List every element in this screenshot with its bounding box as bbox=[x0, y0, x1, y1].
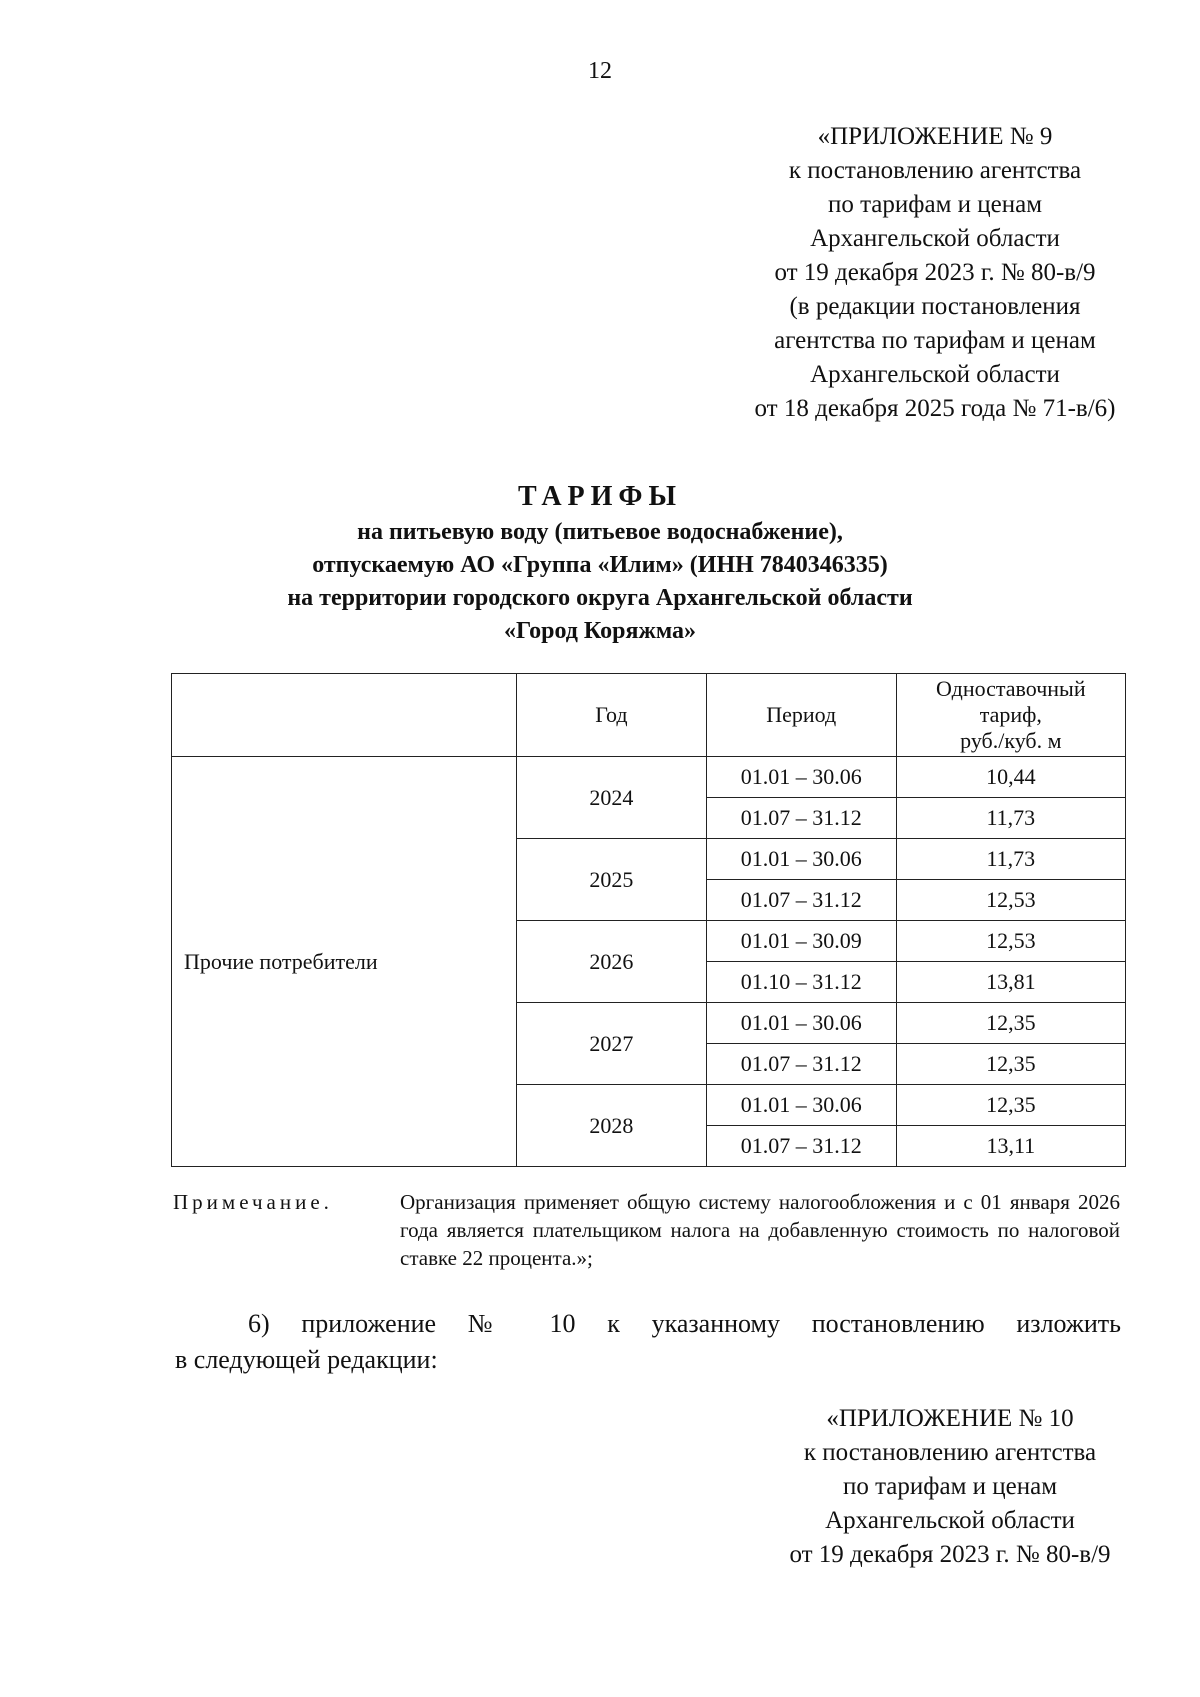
tariff-cell: 11,73 bbox=[896, 839, 1125, 880]
tariff-cell: 12,53 bbox=[896, 880, 1125, 921]
page-number: 12 bbox=[588, 58, 612, 84]
tariff-cell: 11,73 bbox=[896, 798, 1125, 839]
tariff-cell: 12,35 bbox=[896, 1044, 1125, 1085]
appendix-9-line: (в редакции постановления bbox=[789, 293, 1081, 320]
header-year: Год bbox=[517, 674, 707, 757]
appendix-10-header bbox=[740, 1402, 1160, 1572]
period-cell: 01.07 – 31.12 bbox=[706, 880, 896, 921]
appendix-10-line: Архангельской области bbox=[825, 1507, 1075, 1534]
period-cell: 01.07 – 31.12 bbox=[706, 798, 896, 839]
tariff-cell: 10,44 bbox=[896, 757, 1125, 798]
tariff-cell: 13,11 bbox=[896, 1126, 1125, 1167]
period-cell: 01.01 – 30.06 bbox=[706, 839, 896, 880]
year-cell: 2024 bbox=[517, 757, 707, 839]
appendix-9-line: агентства по тарифам и ценам bbox=[774, 327, 1096, 354]
year-cell: 2027 bbox=[517, 1003, 707, 1085]
header-period: Период bbox=[706, 674, 896, 757]
period-cell: 01.10 – 31.12 bbox=[706, 962, 896, 1003]
tariff-cell: 12,35 bbox=[896, 1085, 1125, 1126]
appendix-9-line: Архангельской области bbox=[810, 225, 1060, 252]
title-line: «Город Коряжма» bbox=[503, 618, 697, 644]
title-main: ТАРИФЫ bbox=[518, 481, 682, 512]
header-tariff-line: Одноставочный bbox=[936, 676, 1086, 701]
title-line: на территории городского округа Архангельской области bbox=[287, 585, 913, 611]
year-cell: 2028 bbox=[517, 1085, 707, 1167]
period-cell: 01.01 – 30.06 bbox=[706, 1085, 896, 1126]
year-cell: 2025 bbox=[517, 839, 707, 921]
appendix-10-line: «ПРИЛОЖЕНИЕ № 10 bbox=[826, 1405, 1074, 1432]
appendix-9-header bbox=[735, 120, 1135, 426]
amendment-line: 6) приложение № 10 к указанному постановлению изложить bbox=[248, 1309, 1121, 1338]
period-cell: 01.01 – 30.06 bbox=[706, 1003, 896, 1044]
tariff-cell: 12,35 bbox=[896, 1003, 1125, 1044]
table-row bbox=[172, 757, 1126, 798]
period-cell: 01.01 – 30.06 bbox=[706, 757, 896, 798]
title-line: отпускаемую АО «Группа «Илим» (ИНН 7840346335) bbox=[312, 552, 888, 578]
table-header-row bbox=[172, 674, 1126, 757]
period-cell: 01.07 – 31.12 bbox=[706, 1126, 896, 1167]
header-consumer bbox=[172, 674, 517, 757]
header-tariff-line: тариф, bbox=[979, 702, 1042, 727]
title-line: на питьевую воду (питьевое водоснабжение), bbox=[357, 519, 843, 545]
amendment-item bbox=[175, 1306, 1121, 1378]
appendix-9-line: к постановлению агентства bbox=[788, 157, 1082, 184]
period-cell: 01.01 – 30.09 bbox=[706, 921, 896, 962]
note-label: Примечание. bbox=[173, 1190, 333, 1214]
consumer-cell: Прочие потребители bbox=[172, 757, 517, 1167]
appendix-9-line: по тарифам и ценам bbox=[827, 191, 1043, 218]
note-text: Организация применяет общую систему налогообложения и с 01 января 2026 года является плательщиком налога на добавленную стоимость по налоговой ставке 22 процента.»; bbox=[400, 1190, 1120, 1270]
tariff-table bbox=[171, 673, 1126, 1167]
appendix-9-line: Архангельской области bbox=[810, 361, 1060, 388]
amendment-line: в следующей редакции: bbox=[175, 1345, 438, 1374]
appendix-10-line: к постановлению агентства bbox=[803, 1439, 1097, 1466]
tariff-cell: 13,81 bbox=[896, 962, 1125, 1003]
appendix-9-line: «ПРИЛОЖЕНИЕ № 9 bbox=[817, 123, 1053, 150]
period-cell: 01.07 – 31.12 bbox=[706, 1044, 896, 1085]
appendix-9-line: от 19 декабря 2023 г. № 80-в/9 bbox=[774, 259, 1096, 286]
tariff-cell: 12,53 bbox=[896, 921, 1125, 962]
year-cell: 2026 bbox=[517, 921, 707, 1003]
appendix-10-line: по тарифам и ценам bbox=[842, 1473, 1058, 1500]
header-tariff bbox=[896, 674, 1125, 757]
appendix-10-line: от 19 декабря 2023 г. № 80-в/9 bbox=[789, 1541, 1111, 1568]
appendix-9-line: от 18 декабря 2025 года № 71-в/6) bbox=[754, 395, 1116, 422]
header-tariff-line: руб./куб. м bbox=[960, 728, 1062, 753]
document-title bbox=[0, 478, 1200, 648]
